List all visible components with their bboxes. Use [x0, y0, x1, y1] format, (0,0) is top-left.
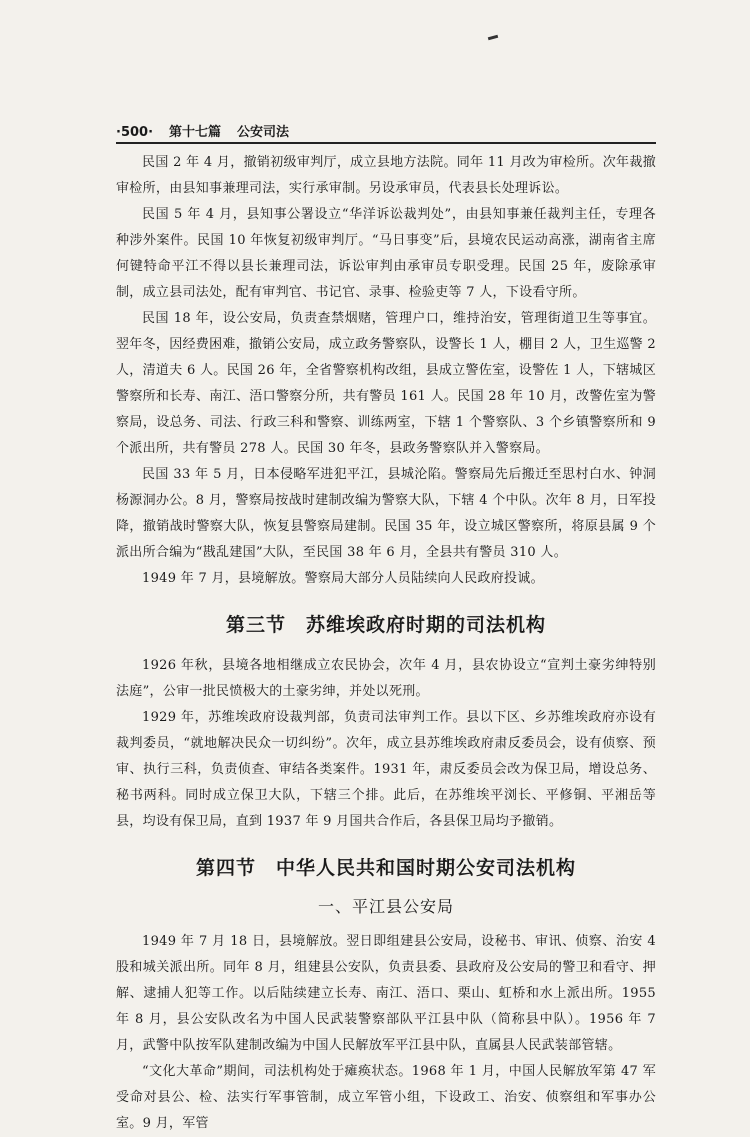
paragraph: 民国 5 年 4 月，县知事公署设立“华洋诉讼裁判处”，由县知事兼任裁判主任，专理各种涉外案件。民国 10 年恢复初级审判厅。“马日事变”后，县境农民运动高涨，湖南省主席何键特命平江不得以县长兼理司法，诉讼审判由承审员专职受理。民国 25 年，废除承审制，成立县司法处，配有审判官、书记官、录事、检验吏等 7 人，下设看守所。 — [116, 207, 656, 300]
page-body — [116, 150, 656, 1137]
section-3-heading: 第三节 苏维埃政府时期的司法机构 — [225, 614, 546, 636]
chapter-title: 公安司法 — [237, 125, 290, 140]
paragraph: 民国 33 年 5 月，日本侵略军进犯平江，县城沦陷。警察局先后搬迁至思村白水、钟洞杨源洞办公。8 月，警察局按战时建制改编为警察大队，下辖 4 个中队。次年 8 月，日军投降，撤销战时警察大队，恢复县警察局建制。民国 35 年，设立城区警察所，将原县属 9 个派出所合编为“戡乱建国”大队，至民国 38 年 6 月，全县共有警员 310 人。 — [116, 467, 656, 560]
subsection-heading: 一、平江县公安局 — [317, 897, 454, 916]
chapter-label: 第十七篇 — [169, 125, 222, 140]
page-header — [116, 118, 656, 144]
section-4-heading: 第四节 中华人民共和国时期公安司法机构 — [195, 857, 576, 879]
scan-mark — [488, 35, 498, 40]
page-number: ·500· — [116, 125, 154, 140]
paragraph: “文化大革命”期间，司法机构处于瘫痪状态。1968 年 1 月，中国人民解放军第 47 军受命对县公、检、法实行军事管制，成立军管小组，下设政工、治安、侦察组和军事办公室。9 月，军管 — [116, 1064, 656, 1131]
paragraph: 1949 年 7 月 18 日，县境解放。翌日即组建县公安局，设秘书、审讯、侦察、治安 4 股和城关派出所。同年 8 月，组建县公安队，负责县委、县政府及公安局的警卫和看守、押解、逮捕人犯等工作。以后陆续建立长寿、南江、浯口、栗山、虹桥和水上派出所。1955 年 8 月，县公安队改名为中国人民武装警察部队平江县中队（简称县中队）。1956 年 7 月，武警中队按军队建制改编为中国人民解放军平江县中队，直属县人民武装部管辖。 — [116, 934, 656, 1053]
paragraph: 1929 年，苏维埃政府设裁判部，负责司法审判工作。县以下区、乡苏维埃政府亦设有裁判委员，“就地解决民众一切纠纷”。次年，成立县苏维埃政府肃反委员会，设有侦察、预审、执行三科，负责侦查、审结各类案件。1931 年，肃反委员会改为保卫局，增设总务、秘书两科。同时成立保卫大队，下辖三个排。此后，在苏维埃平浏长、平修铜、平湘岳等县，均设有保卫局，直到 1937 年 9 月国共合作后，各县保卫局均予撤销。 — [116, 710, 656, 829]
paragraph: 1926 年秋，县境各地相继成立农民协会，次年 4 月，县农协设立“宣判土豪劣绅特别法庭”，公审一批民愤极大的土豪劣绅，并处以死刑。 — [116, 658, 656, 699]
paragraph: 1949 年 7 月，县境解放。警察局大部分人员陆续向人民政府投诚。 — [142, 571, 544, 586]
paragraph: 民国 18 年，设公安局，负责查禁烟赌，管理户口，维持治安，管理街道卫生等事宜。翌年冬，因经费困难，撤销公安局，成立政务警察队，设警长 1 人，棚目 2 人，卫生巡警 2 人，清道夫 6 人。民国 26 年，全省警察机构改组，县成立警佐室，设警佐 1 人，下辖城区警察所和长寿、南江、浯口警察分所，共有警员 161 人。民国 28 年 10 月，改警佐室为警察局，设总务、司法、行政三科和警察、训练两室，下辖 1 个警察队、3 个乡镇警察所和 9 个派出所，共有警员 278 人。民国 30 年冬，县政务警察队并入警察局。 — [116, 311, 656, 456]
paragraph: 民国 2 年 4 月，撤销初级审判厅，成立县地方法院。同年 11 月改为审检所。次年裁撤审检所，由县知事兼理司法，实行承审制。另设承审员，代表县长处理诉讼。 — [116, 155, 656, 196]
